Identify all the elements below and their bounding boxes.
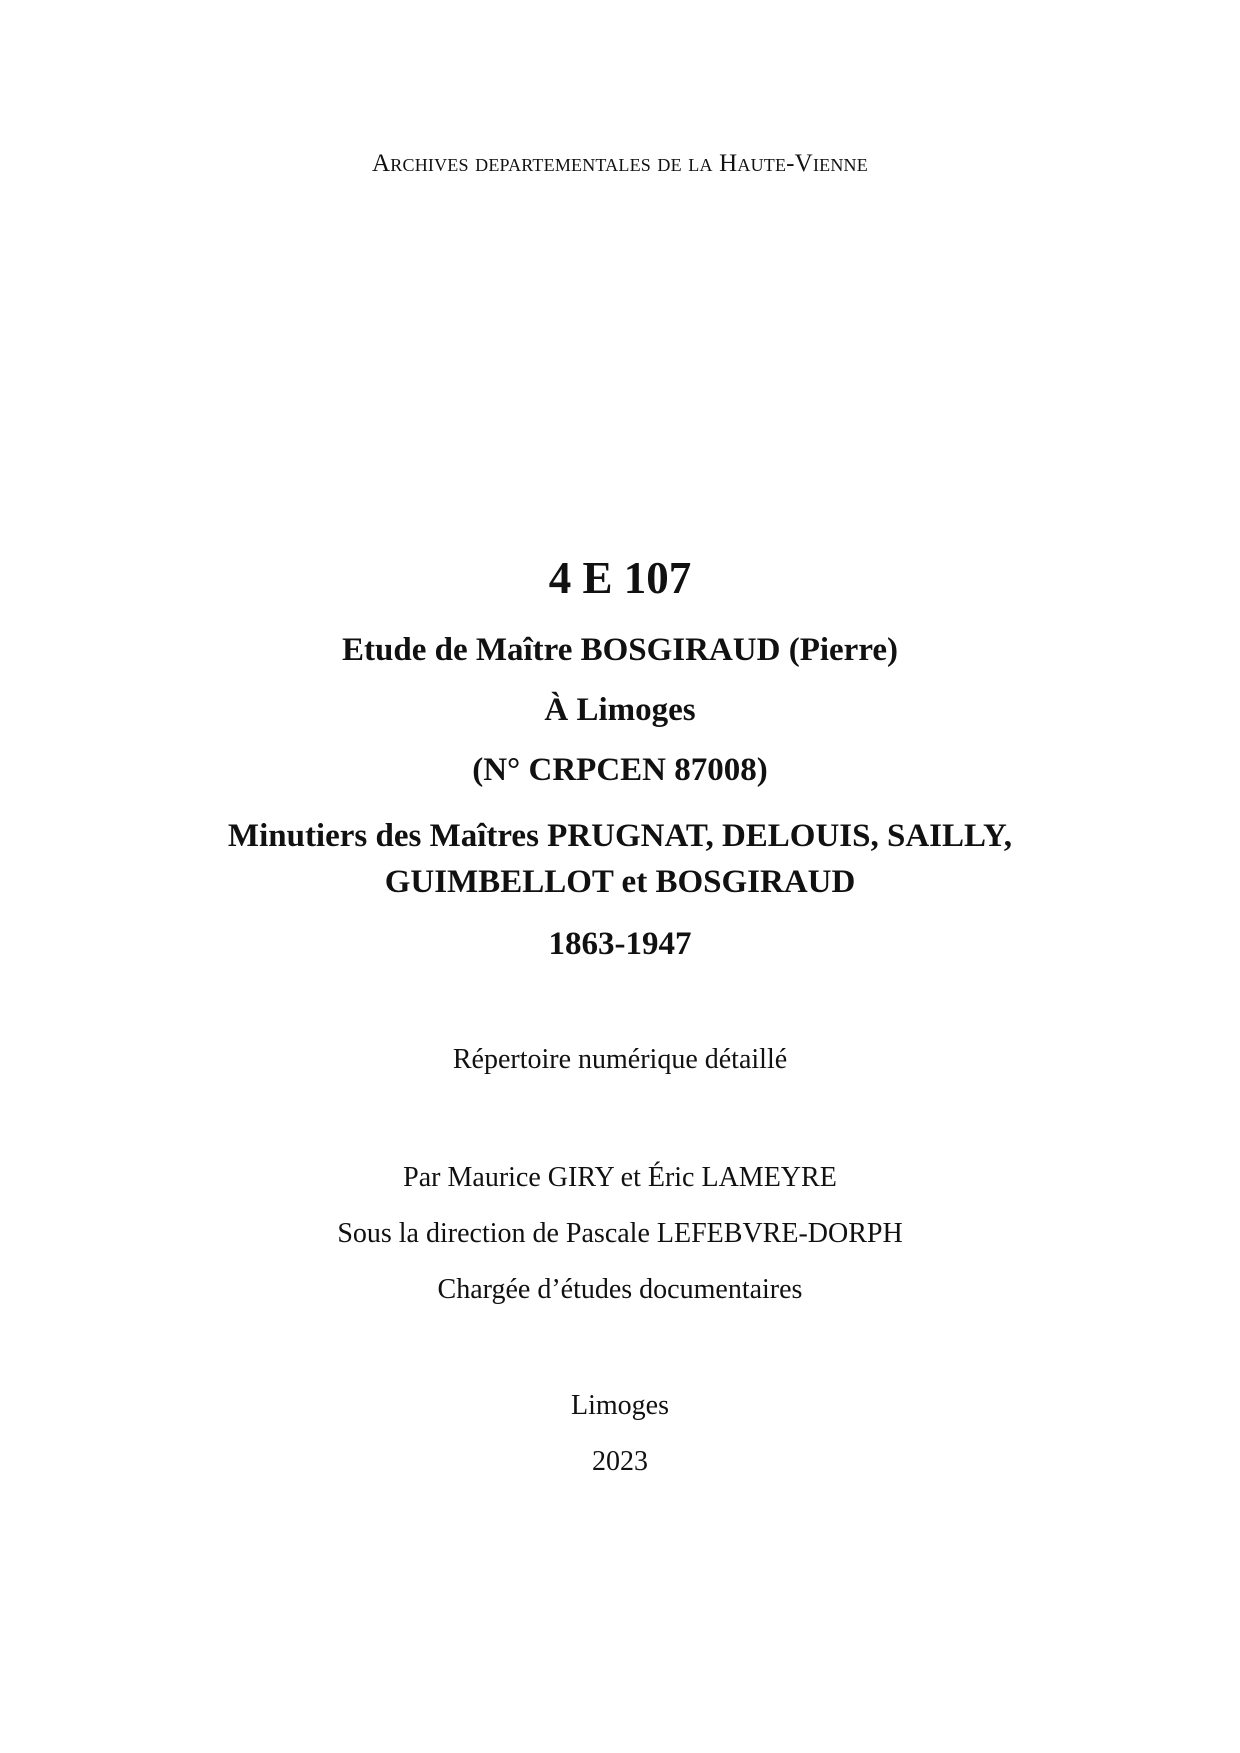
- role-line: Chargée d’études documentaires: [437, 1274, 803, 1305]
- document-type: Répertoire numérique détaillé: [452, 1044, 788, 1075]
- direction-line: Sous la direction de Pascale LEFEBVRE-DORPH: [337, 1218, 903, 1249]
- date-range: 1863-1947: [548, 926, 692, 962]
- minutiers-line-2: GUIMBELLOT et BOSGIRAUD: [384, 864, 856, 900]
- imprint-city: Limoges: [571, 1390, 669, 1421]
- crpcen-number: (N° CRPCEN 87008): [472, 752, 768, 788]
- study-title: Etude de Maître BOSGIRAUD (Pierre): [341, 632, 899, 668]
- institution-header: Archives departementales de la Haute-Vienne: [372, 150, 868, 177]
- imprint-year: 2023: [592, 1446, 648, 1477]
- study-location: À Limoges: [544, 692, 696, 728]
- fonds-reference: 4 E 107: [548, 553, 692, 603]
- minutiers-line-1: Minutiers des Maîtres PRUGNAT, DELOUIS, SAILLY,: [227, 818, 1013, 854]
- authors-line: Par Maurice GIRY et Éric LAMEYRE: [403, 1162, 837, 1193]
